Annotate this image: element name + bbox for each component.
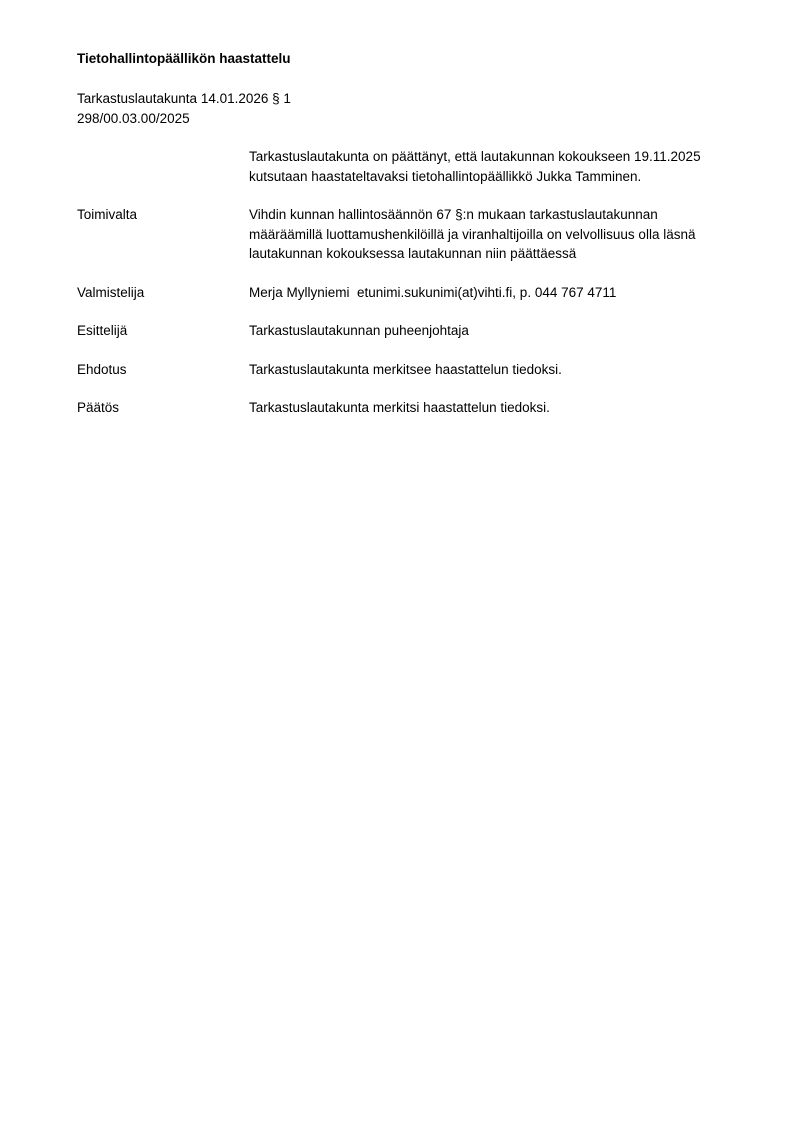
section-label: Toimivalta bbox=[77, 207, 138, 222]
intro-text: Tarkastuslautakunta on päättänyt, että lautakunnan kokoukseen 19.11.2025 kutsutaan haastateltavaksi tietohallintopäällikkö Jukka Tamminen. bbox=[249, 149, 701, 184]
section-label: Ehdotus bbox=[77, 361, 127, 377]
section-text: Tarkastuslautakunta merkitsi haastattelun tiedoksi. bbox=[249, 400, 550, 415]
section-label: Valmistelija bbox=[77, 284, 145, 300]
document-title: Tietohallintopäällikön haastattelu bbox=[77, 51, 291, 66]
document-meta bbox=[77, 89, 717, 128]
section-text: Vihdin kunnan hallintosäännön 67 §:n mukaan tarkastuslautakunnan määräämillä luottamushenkilöillä ja viranhaltijoilla on velvollisuus olla läsnä lautakunnan kokouksessa lautakunnan niin päättäessä bbox=[249, 207, 696, 261]
meeting-reference: Tarkastuslautakunta 14.01.2026 § 1 bbox=[77, 91, 291, 106]
section-label: Päätös bbox=[77, 400, 120, 415]
intro-label bbox=[77, 147, 249, 186]
section-esittelija bbox=[77, 321, 717, 341]
section-valmistelija bbox=[77, 283, 717, 303]
document-page bbox=[77, 49, 717, 418]
section-text: Tarkastuslautakunnan puheenjohtaja bbox=[249, 323, 469, 338]
section-label: Esittelijä bbox=[77, 323, 128, 338]
section-paatos bbox=[77, 398, 717, 418]
section-text: Merja Myllyniemi etunimi.sukunimi(at)vihti.fi, p. 044 767 4711 bbox=[249, 284, 617, 300]
section-toimivalta bbox=[77, 205, 717, 264]
record-number: 298/00.03.00/2025 bbox=[77, 110, 190, 126]
section-text: Tarkastuslautakunta merkitsee haastattelun tiedoksi. bbox=[249, 361, 562, 377]
intro-row bbox=[77, 147, 717, 186]
section-ehdotus bbox=[77, 360, 717, 380]
